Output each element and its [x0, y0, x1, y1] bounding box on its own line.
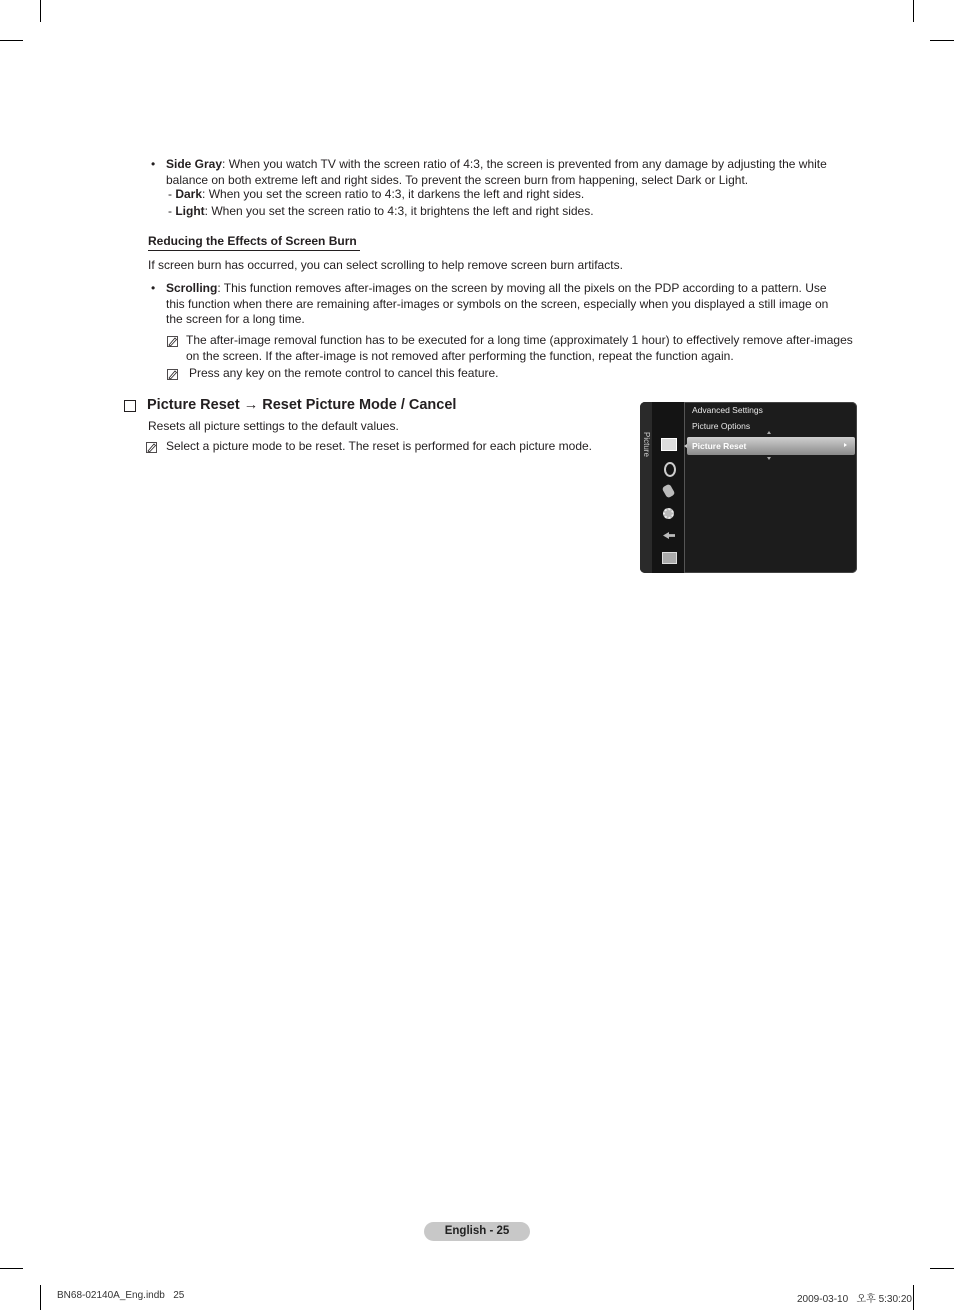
- scrolling-text3: the screen for a long time.: [166, 312, 305, 326]
- dark-option: - Dark: When you set the screen ratio to 4:3, it darkens the left and right sides.: [168, 187, 585, 201]
- note-icon: [167, 336, 178, 347]
- reset-heading: Picture Reset → Reset Picture Mode / Cancel: [147, 397, 457, 413]
- scrolling-term: Scrolling: [166, 281, 218, 295]
- file-name: BN68-02140A_Eng.indb 25: [57, 1290, 185, 1301]
- side-gray-text: : When you watch TV with the screen ratio of 4:3, the screen is prevented from any damage by adjusting the white: [222, 157, 827, 171]
- light-text: : When you set the screen ratio to 4:3, it brightens the left and right sides.: [204, 204, 594, 218]
- heading-underline: [148, 250, 360, 251]
- menu-item-advanced-settings[interactable]: Advanced Settings: [692, 405, 763, 415]
- channel-icon: [662, 484, 676, 499]
- scrolling-text: : This function removes after-images on the screen by moving all the pixels on the PDP according to a pattern. Use: [217, 281, 827, 295]
- application-icon: [662, 552, 677, 564]
- side-gray-text2: balance on both extreme left and right sides. To prevent the screen burn from happening, select Dark or Light.: [166, 172, 749, 187]
- menu-item-picture-reset[interactable]: Picture Reset: [692, 441, 747, 451]
- crop-mark: [913, 0, 914, 22]
- light-term: Light: [175, 204, 205, 218]
- note-line: The after-image removal function has to be executed for a long time (approximately 1 hour) to effectively remove after-images: [186, 333, 853, 347]
- print-timestamp: 2009-03-10 오후 5:30:20: [797, 1294, 912, 1305]
- crop-mark: [0, 40, 23, 41]
- input-icon: [663, 532, 675, 539]
- menu-side-label: Picture: [642, 432, 651, 457]
- note-line: on the screen. If the after-image is not removed after performing the function, repeat the function again.: [186, 348, 734, 363]
- light-option: - Light: When you set the screen ratio to 4:3, it brightens the left and right sides.: [168, 204, 594, 218]
- menu-side-bar: [640, 402, 652, 573]
- crop-mark: [930, 40, 954, 41]
- note-cancel: Press any key on the remote control to cancel this feature.: [189, 366, 499, 380]
- crop-mark: [913, 1285, 914, 1310]
- burn-intro: If screen burn has occurred, you can select scrolling to help remove screen burn artifacts.: [148, 258, 623, 272]
- crop-mark: [930, 1268, 954, 1269]
- menu-item-picture-options[interactable]: Picture Options: [692, 421, 751, 431]
- note-icon: [167, 369, 178, 380]
- note-after-image: [186, 333, 858, 364]
- crop-mark: [40, 0, 41, 22]
- sound-icon: [664, 462, 676, 477]
- note-icon: [146, 442, 157, 453]
- crop-mark: [40, 1285, 41, 1310]
- scrolling-paragraph: [166, 281, 856, 328]
- bullet: •: [151, 281, 156, 295]
- dark-text: : When you set the screen ratio to 4:3, it darkens the left and right sides.: [202, 187, 585, 201]
- crop-mark: [0, 1268, 23, 1269]
- scroll-down-arrow: [767, 457, 771, 460]
- reset-description: Resets all picture settings to the default values.: [148, 419, 399, 433]
- side-gray-paragraph: [166, 157, 856, 188]
- burn-heading: Reducing the Effects of Screen Burn: [148, 234, 357, 248]
- checkbox-icon: [124, 400, 136, 412]
- side-gray-term: Side Gray: [166, 157, 223, 171]
- dark-term: Dark: [175, 187, 203, 201]
- menu-icon-column: [652, 402, 685, 573]
- scrolling-text2: this function when there are remaining after-images or symbols on the screen, especially when you displayed a still image on: [166, 296, 829, 311]
- setup-icon: [663, 508, 674, 519]
- picture-icon: [661, 438, 677, 451]
- reset-note: Select a picture mode to be reset. The reset is performed for each picture mode.: [166, 439, 592, 453]
- scroll-up-arrow: [767, 431, 771, 434]
- tv-menu-screenshot: [640, 402, 857, 573]
- bullet: •: [151, 157, 156, 171]
- page-number: English - 25: [424, 1222, 530, 1241]
- submenu-arrow-icon: [844, 443, 847, 447]
